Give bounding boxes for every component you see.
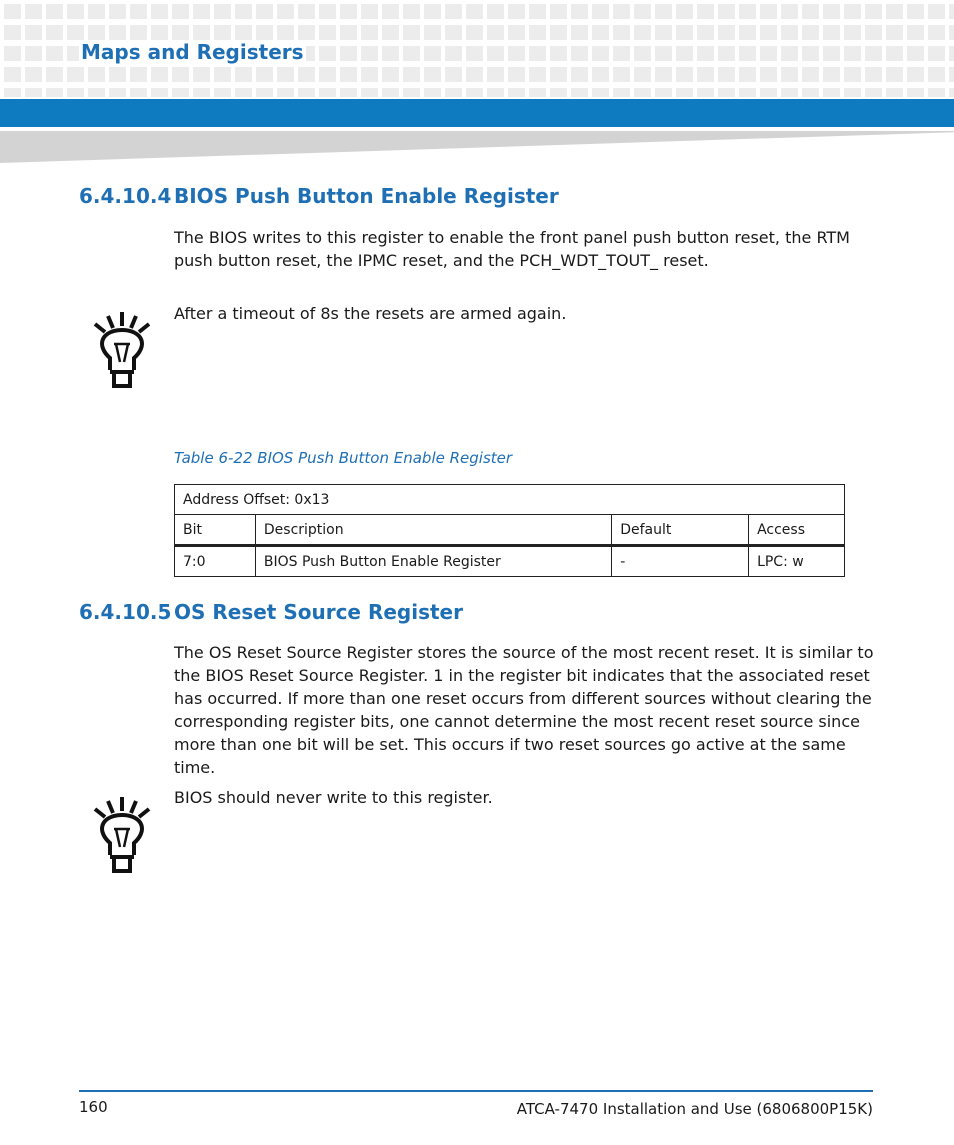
footer-doc-title: ATCA-7470 Installation and Use (6806800P15K)	[516, 1100, 873, 1118]
col-header-access: Access	[749, 515, 845, 546]
header-bar	[0, 99, 954, 127]
table-header-row	[175, 515, 845, 546]
table-caption: Table 6-22 BIOS Push Button Enable Register	[174, 449, 513, 467]
page-number: 160	[79, 1098, 108, 1116]
cell-default: -	[612, 546, 749, 577]
table-row	[175, 546, 845, 577]
header-wedge	[0, 131, 954, 163]
section-title-1: BIOS Push Button Enable Register	[174, 184, 559, 208]
section-body-2: The OS Reset Source Register stores the source of the most recent reset. It is similar to the BIOS Reset Source Register. 1 in the register bit indicates that the associated reset has occurred. If more than one reset occurs from different sources without clearing the corresponding register bits, one cannot determine the most recent reset source since more than one bit will be set. This occurs if two reset sources go active at the same time.	[174, 643, 874, 777]
lightbulb-icon	[90, 795, 154, 875]
register-table	[174, 484, 845, 577]
running-header: Maps and Registers	[81, 40, 304, 64]
section-heading-1	[79, 184, 559, 208]
section-number-1: 6.4.10.4	[79, 184, 172, 208]
note-text-1: After a timeout of 8s the resets are armed again.	[174, 304, 567, 323]
section-title-2: OS Reset Source Register	[174, 600, 463, 624]
section-number-2: 6.4.10.5	[79, 600, 172, 624]
cell-access: LPC: w	[749, 546, 845, 577]
footer-rule	[79, 1090, 873, 1092]
col-header-bit: Bit	[175, 515, 256, 546]
section-heading-2	[79, 600, 463, 624]
cell-bit: 7:0	[175, 546, 256, 577]
col-header-default: Default	[612, 515, 749, 546]
note-text-2: BIOS should never write to this register.	[174, 788, 493, 807]
section-body-1: The BIOS writes to this register to enable the front panel push button reset, the RTM push button reset, the IPMC reset, and the PCH_WDT_TOUT_ reset.	[174, 228, 850, 270]
lightbulb-icon	[90, 310, 154, 390]
col-header-description: Description	[255, 515, 611, 546]
address-offset-cell: Address Offset: 0x13	[175, 485, 845, 515]
cell-description: BIOS Push Button Enable Register	[255, 546, 611, 577]
